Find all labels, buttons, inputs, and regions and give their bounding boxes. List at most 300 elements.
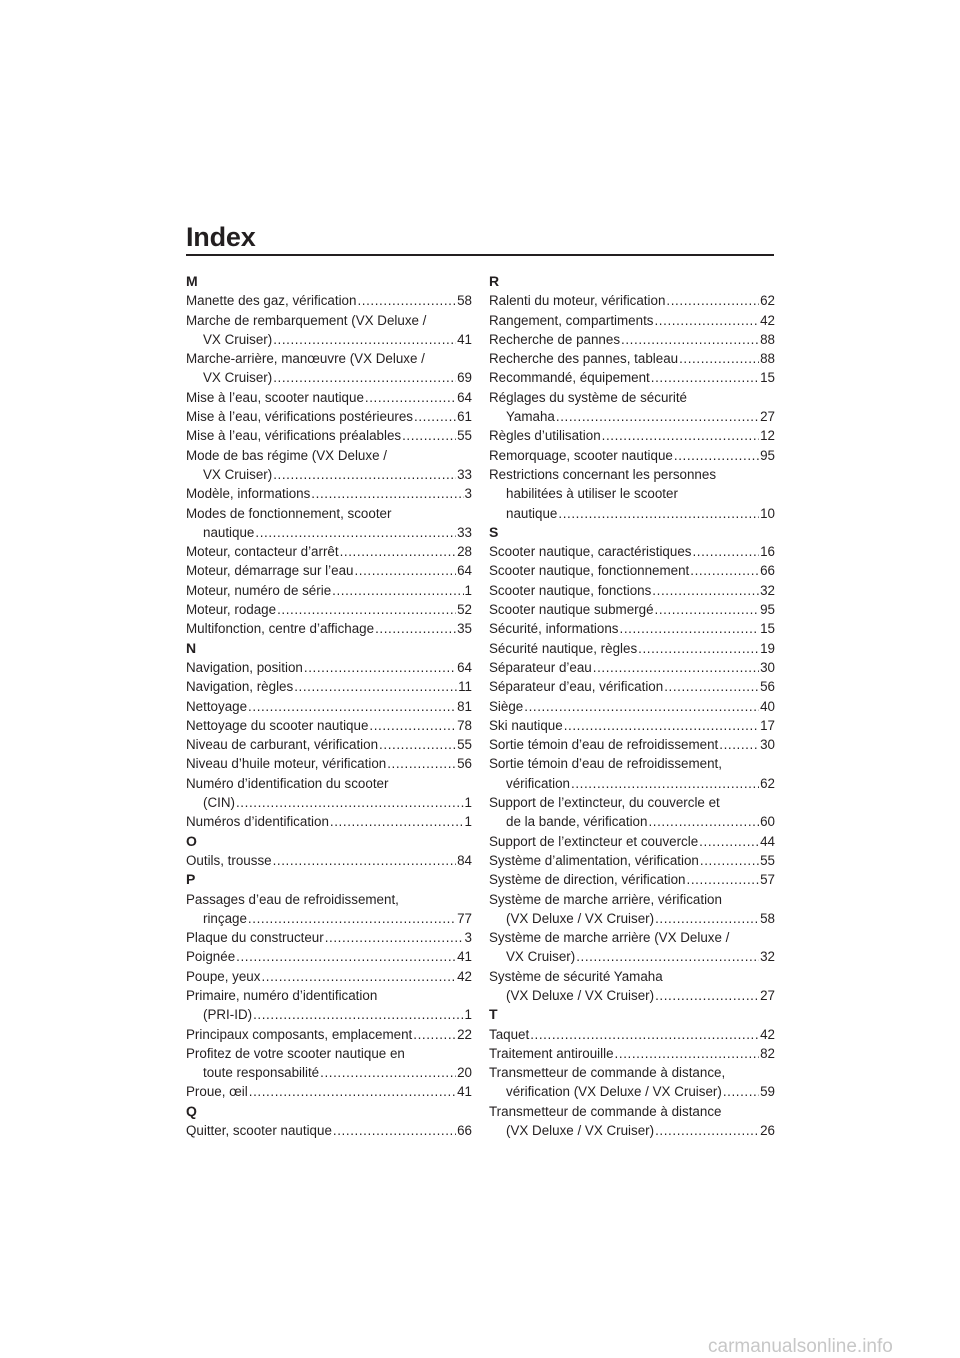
page-number[interactable]: 64 <box>457 659 472 675</box>
index-entry-continuation <box>489 947 775 966</box>
page-number[interactable]: 20 <box>457 1065 472 1081</box>
index-entry[interactable] <box>489 639 775 658</box>
dot-leader <box>320 1063 456 1082</box>
index-entry-line <box>186 754 472 773</box>
page-number[interactable]: 64 <box>457 389 472 405</box>
page-number[interactable]: 78 <box>457 717 472 733</box>
index-entry-line <box>186 735 472 754</box>
page-number[interactable]: 42 <box>760 1026 775 1042</box>
dot-leader <box>236 947 456 966</box>
page-number[interactable]: 22 <box>457 1026 472 1042</box>
index-entry-line <box>489 1102 775 1121</box>
page-number[interactable]: 44 <box>760 833 775 849</box>
index-entry[interactable] <box>186 311 472 350</box>
index-entry-continuation <box>186 465 472 484</box>
index-entry-continuation <box>186 368 472 387</box>
index-entry-continuation <box>489 1121 775 1140</box>
index-entry-line <box>186 581 472 600</box>
page-number[interactable]: 42 <box>457 968 472 984</box>
index-entry-line <box>489 619 775 638</box>
index-entry-text: Système de direction, vérification <box>489 872 686 888</box>
index-entry[interactable] <box>186 947 472 966</box>
index-entry[interactable] <box>489 735 775 754</box>
page-number[interactable]: 55 <box>457 737 472 753</box>
index-entry[interactable] <box>489 600 775 619</box>
index-entry[interactable] <box>186 1025 472 1044</box>
index-entry-line <box>489 561 775 580</box>
index-entry[interactable] <box>186 967 472 986</box>
index-entry-text: Réglages du système de sécurité <box>489 389 687 405</box>
dot-leader <box>593 658 759 677</box>
index-entry-line <box>186 388 472 407</box>
index-entry-line <box>186 446 472 465</box>
index-entry[interactable] <box>489 1025 775 1044</box>
dot-leader <box>719 735 759 754</box>
index-entry-text: Manette des gaz, vérification <box>186 293 357 309</box>
index-entry-line <box>489 1044 775 1063</box>
index-letter-heading: R <box>489 273 500 289</box>
index-entry-line <box>489 291 775 310</box>
index-entry[interactable] <box>186 561 472 580</box>
index-entry[interactable] <box>186 754 472 773</box>
index-entry[interactable] <box>489 291 775 310</box>
index-entry-line <box>489 697 775 716</box>
index-entry[interactable] <box>186 504 472 543</box>
index-entry[interactable] <box>186 1121 472 1140</box>
index-entry-line <box>489 368 775 387</box>
page-number[interactable]: 61 <box>457 409 472 425</box>
dot-leader <box>648 812 759 831</box>
index-entry-text: Remorquage, scooter nautique <box>489 447 673 463</box>
index-entry-text: vérification (VX Deluxe / VX Cruiser) <box>506 1084 722 1100</box>
index-entry-continuation <box>489 407 775 426</box>
dot-leader <box>655 1121 759 1140</box>
index-entry[interactable] <box>489 851 775 870</box>
page-number[interactable]: 41 <box>457 331 472 347</box>
page-number[interactable]: 66 <box>760 563 775 579</box>
page-number[interactable]: 17 <box>760 717 775 733</box>
index-entry-text: Niveau d’huile moteur, vérification <box>186 756 387 772</box>
index-entry-text: Plaque du constructeur <box>186 930 324 946</box>
index-letter-heading: P <box>186 871 196 888</box>
dot-leader <box>277 600 456 619</box>
index-entry[interactable] <box>186 542 472 561</box>
dot-leader <box>690 561 759 580</box>
page-number[interactable]: 52 <box>457 602 472 618</box>
dot-leader <box>248 909 456 928</box>
index-entry-text: de la bande, vérification <box>506 814 648 830</box>
index-entry[interactable] <box>489 658 775 677</box>
index-entry-text: Support de l’extincteur, du couvercle et <box>489 795 720 811</box>
index-entry-continuation <box>489 812 775 831</box>
dot-leader <box>564 716 759 735</box>
index-entry-text: Mode de bas régime (VX Deluxe / <box>186 447 387 463</box>
page-number[interactable]: 12 <box>760 428 775 444</box>
index-entry[interactable] <box>186 986 472 1025</box>
index-entry-line <box>186 928 472 947</box>
index-entry[interactable] <box>489 1063 775 1102</box>
index-entry-text: Règles d’utilisation <box>489 428 601 444</box>
dot-leader <box>332 581 463 600</box>
index-entry-line <box>489 581 775 600</box>
index-entry-text: Séparateur d’eau <box>489 659 592 675</box>
dot-leader <box>273 851 457 870</box>
page-number[interactable]: 64 <box>457 563 472 579</box>
index-entry-text: Navigation, position <box>186 659 303 675</box>
page-number[interactable]: 55 <box>457 428 472 444</box>
index-entry-text: Primaire, numéro d’identification <box>186 987 378 1003</box>
page-number[interactable]: 95 <box>760 447 775 463</box>
index-entry-line <box>489 311 775 330</box>
index-entry[interactable] <box>186 716 472 735</box>
index-entry[interactable] <box>186 446 472 485</box>
index-entry[interactable] <box>489 581 775 600</box>
index-entry-text: Scooter nautique, fonctionnement <box>489 563 690 579</box>
index-entry-line <box>489 1063 775 1082</box>
dot-leader <box>620 619 760 638</box>
index-entry-text: (PRI-ID) <box>203 1007 253 1023</box>
dot-leader <box>723 1082 759 1101</box>
index-letter-heading: O <box>186 832 197 849</box>
index-entry-text: Multifonction, centre d’affichage <box>186 621 375 637</box>
page-number[interactable]: 56 <box>457 756 472 772</box>
dot-leader <box>273 330 456 349</box>
index-entry-text: Moteur, numéro de série <box>186 582 332 598</box>
index-entry-line <box>489 716 775 735</box>
index-entry[interactable] <box>186 697 472 716</box>
index-entry-line <box>186 1082 472 1101</box>
index-entry[interactable] <box>489 716 775 735</box>
index-entry-line <box>489 426 775 445</box>
index-entry-text: (VX Deluxe / VX Cruiser) <box>506 1123 655 1139</box>
page-number[interactable]: 88 <box>760 331 775 347</box>
index-entry-line <box>489 639 775 658</box>
page-number[interactable]: 62 <box>760 775 775 791</box>
dot-leader <box>687 870 760 889</box>
index-letter-heading: Q <box>186 1102 197 1119</box>
page-number[interactable]: 11 <box>458 679 472 695</box>
index-entry-line <box>489 330 775 349</box>
page-number[interactable]: 27 <box>760 409 775 425</box>
index-entry[interactable] <box>489 793 775 832</box>
index-entry[interactable] <box>489 832 775 851</box>
index-entry-line <box>489 1025 775 1044</box>
index-entry-text: Yamaha <box>506 409 555 425</box>
dot-leader <box>330 812 464 831</box>
index-entry-text: Scooter nautique, caractéristiques <box>489 544 692 560</box>
index-entry[interactable] <box>489 368 775 387</box>
page-number[interactable]: 30 <box>760 659 775 675</box>
dot-leader <box>556 407 759 426</box>
dot-leader <box>621 330 759 349</box>
page-number[interactable]: 82 <box>760 1045 775 1061</box>
index-entry[interactable] <box>489 870 775 889</box>
index-entry-line <box>186 600 472 619</box>
index-entry[interactable] <box>186 619 472 638</box>
index-entry-text: Navigation, règles <box>186 679 294 695</box>
page-number[interactable]: 60 <box>760 814 775 830</box>
index-entry-text: toute responsabilité <box>203 1065 320 1081</box>
index-entry-text: Marche-arrière, manœuvre (VX Deluxe / <box>186 351 425 367</box>
index-entry-text: Système de sécurité Yamaha <box>489 968 663 984</box>
index-entry-line <box>489 600 775 619</box>
page-number[interactable]: 10 <box>760 505 775 521</box>
page-number[interactable]: 42 <box>760 312 775 328</box>
page-number[interactable]: 41 <box>457 1084 472 1100</box>
index-entry-line <box>489 832 775 851</box>
index-entry[interactable] <box>489 465 775 523</box>
page-number[interactable]: 59 <box>760 1084 775 1100</box>
index-entry-text: Traitement antirouille <box>489 1045 614 1061</box>
dot-leader <box>304 658 456 677</box>
page-number[interactable]: 3 <box>464 486 472 502</box>
index-entry-line <box>186 677 472 696</box>
index-entry[interactable] <box>489 349 775 368</box>
index-entry-line <box>186 1025 472 1044</box>
index-entry-line <box>186 311 472 330</box>
dot-leader <box>375 619 456 638</box>
watermark: carmanualsonline.info <box>708 1336 893 1357</box>
index-entry-text: (VX Deluxe / VX Cruiser) <box>506 987 655 1003</box>
dot-leader <box>576 947 759 966</box>
page-number[interactable]: 77 <box>457 910 472 926</box>
index-entry[interactable] <box>489 677 775 696</box>
index-entry[interactable] <box>489 311 775 330</box>
index-entry[interactable] <box>186 928 472 947</box>
dot-leader <box>249 1082 456 1101</box>
index-entry-text: Profitez de votre scooter nautique en <box>186 1045 405 1061</box>
page-number[interactable]: 40 <box>760 698 775 714</box>
index-entry-text: nautique <box>506 505 558 521</box>
page-number[interactable]: 3 <box>464 930 472 946</box>
index-entry[interactable] <box>489 330 775 349</box>
index-entry[interactable] <box>186 735 472 754</box>
index-entry[interactable] <box>489 1044 775 1063</box>
index-entry-text: VX Cruiser) <box>203 370 273 386</box>
index-entry-line <box>489 754 775 773</box>
index-entry-continuation <box>186 1005 472 1024</box>
index-entry-text: Poignée <box>186 949 236 965</box>
page-number[interactable]: 30 <box>760 737 775 753</box>
dot-leader <box>679 349 759 368</box>
index-entry-text: Moteur, rodage <box>186 602 277 618</box>
index-entry[interactable] <box>186 426 472 445</box>
dot-leader <box>340 542 457 561</box>
page-number[interactable]: 15 <box>760 621 775 637</box>
index-entry-continuation <box>489 909 775 928</box>
page-number[interactable]: 57 <box>760 872 775 888</box>
index-entry[interactable] <box>186 774 472 813</box>
dot-leader <box>615 1044 760 1063</box>
index-entry-continuation <box>186 523 472 542</box>
dot-leader <box>325 928 464 947</box>
index-entry[interactable] <box>186 1044 472 1083</box>
index-entry-text: Taquet <box>489 1026 530 1042</box>
index-entry[interactable] <box>489 754 775 793</box>
index-entry[interactable] <box>489 426 775 445</box>
page-number[interactable]: 58 <box>760 910 775 926</box>
index-column-right <box>489 272 775 1140</box>
page-number[interactable]: 33 <box>457 466 472 482</box>
index-entry-text: Niveau de carburant, vérification <box>186 737 379 753</box>
index-entry-text: Sécurité, informations <box>489 621 619 637</box>
dot-leader <box>236 793 464 812</box>
page-number[interactable]: 1 <box>464 795 472 811</box>
index-entry[interactable] <box>186 581 472 600</box>
page-number[interactable]: 81 <box>457 698 472 714</box>
index-entry-line <box>186 407 472 426</box>
index-entry-text: Transmetteur de commande à distance, <box>489 1065 726 1081</box>
dot-leader <box>365 388 456 407</box>
index-entry[interactable] <box>489 890 775 929</box>
index-entry[interactable] <box>186 388 472 407</box>
page-number[interactable]: 1 <box>464 1007 472 1023</box>
index-entry-text: rinçage <box>203 910 247 926</box>
index-entry[interactable] <box>489 446 775 465</box>
index-entry[interactable] <box>186 851 472 870</box>
index-entry-text: habilitées à utiliser le scooter <box>506 486 678 502</box>
index-entry[interactable] <box>489 928 775 967</box>
index-entry-text: VX Cruiser) <box>506 949 576 965</box>
index-entry[interactable] <box>186 890 472 929</box>
index-entry-text: Système d’alimentation, vérification <box>489 852 699 868</box>
page-number[interactable]: 84 <box>457 852 472 868</box>
index-entry-text: Ski nautique <box>489 717 563 733</box>
index-entry-text: Outils, trousse <box>186 852 272 868</box>
index-entry-text: VX Cruiser) <box>203 466 273 482</box>
dot-leader <box>664 677 759 696</box>
index-entry[interactable] <box>186 1082 472 1101</box>
index-entry-text: Proue, œil <box>186 1084 248 1100</box>
index-entry-line <box>186 986 472 1005</box>
dot-leader <box>700 851 759 870</box>
dot-leader <box>354 561 456 580</box>
page-number[interactable]: 95 <box>760 602 775 618</box>
index-entry-line <box>489 349 775 368</box>
index-entry-text: Sécurité nautique, règles <box>489 640 638 656</box>
index-entry[interactable] <box>489 619 775 638</box>
dot-leader <box>558 504 759 523</box>
index-entry[interactable] <box>489 561 775 580</box>
page-number[interactable]: 58 <box>457 293 472 309</box>
page-number[interactable]: 19 <box>760 640 775 656</box>
index-entry-line <box>489 735 775 754</box>
index-entry-text: Mise à l’eau, vérifications préalables <box>186 428 402 444</box>
page-number[interactable]: 62 <box>760 293 775 309</box>
index-entry-text: Modes de fonctionnement, scooter <box>186 505 392 521</box>
index-entry-line <box>186 542 472 561</box>
page-number[interactable]: 33 <box>457 524 472 540</box>
page-number[interactable]: 66 <box>457 1123 472 1139</box>
dot-leader <box>248 697 456 716</box>
index-entry-line <box>489 542 775 561</box>
page-number[interactable]: 88 <box>760 351 775 367</box>
dot-leader <box>654 311 759 330</box>
page-number[interactable]: 55 <box>760 852 775 868</box>
page-number[interactable]: 69 <box>457 370 472 386</box>
page-number[interactable]: 27 <box>760 987 775 1003</box>
index-entry[interactable] <box>186 677 472 696</box>
index-entry-continuation <box>489 1082 775 1101</box>
index-entry[interactable] <box>186 484 472 503</box>
index-entry-text: nautique <box>203 524 255 540</box>
dot-leader <box>655 986 759 1005</box>
index-entry-line <box>186 716 472 735</box>
index-entry[interactable] <box>489 697 775 716</box>
index-entry[interactable] <box>489 388 775 427</box>
index-entry[interactable] <box>186 658 472 677</box>
index-entry-text: Quitter, scooter nautique <box>186 1123 332 1139</box>
index-entry-continuation <box>186 909 472 928</box>
index-entry-line <box>186 426 472 445</box>
dot-leader <box>602 426 759 445</box>
index-entry-line <box>489 658 775 677</box>
index-entry-text: Recherche de pannes <box>489 331 621 347</box>
page-number[interactable]: 26 <box>760 1123 775 1139</box>
index-entry-line <box>489 446 775 465</box>
index-entry[interactable] <box>186 600 472 619</box>
index-entry-text: Moteur, contacteur d’arrêt <box>186 544 339 560</box>
index-entry-text: Sortie témoin d’eau de refroidissement <box>489 737 719 753</box>
index-entry-line <box>186 561 472 580</box>
index-letter-heading: T <box>489 1006 498 1023</box>
index-entry[interactable] <box>186 349 472 388</box>
page-number[interactable]: 28 <box>457 544 472 560</box>
index-entry-text: Système de marche arrière (VX Deluxe / <box>489 930 730 946</box>
page-number[interactable]: 16 <box>760 544 775 560</box>
dot-leader <box>524 697 759 716</box>
index-entry-text: Restrictions concernant les personnes <box>489 466 717 482</box>
index-entry[interactable] <box>489 967 775 1006</box>
page-number[interactable]: 1 <box>464 582 472 598</box>
dot-leader <box>651 368 759 387</box>
index-entry-text: Nettoyage du scooter nautique <box>186 717 369 733</box>
dot-leader <box>674 446 759 465</box>
dot-leader <box>261 967 456 986</box>
index-column-left <box>186 272 472 1140</box>
index-entry[interactable] <box>186 407 472 426</box>
dot-leader <box>638 639 759 658</box>
page-number[interactable]: 1 <box>464 814 472 830</box>
index-entry-text: Principaux composants, emplacement <box>186 1026 413 1042</box>
index-entry-line <box>489 793 775 812</box>
page-number[interactable]: 32 <box>760 582 775 598</box>
index-entry-line <box>186 619 472 638</box>
page-number[interactable]: 56 <box>760 679 775 695</box>
dot-leader <box>255 523 456 542</box>
index-entry-line <box>489 890 775 909</box>
index-entry[interactable] <box>186 291 472 310</box>
dot-leader <box>692 542 759 561</box>
dot-leader <box>311 484 463 503</box>
page-number[interactable]: 35 <box>457 621 472 637</box>
page-number[interactable]: 41 <box>457 949 472 965</box>
index-entry[interactable] <box>186 812 472 831</box>
index-entry-line <box>489 677 775 696</box>
index-entry-text: Scooter nautique submergé <box>489 602 654 618</box>
page-number[interactable]: 32 <box>760 949 775 965</box>
page-number[interactable]: 15 <box>760 370 775 386</box>
index-entry-line <box>489 928 775 947</box>
index-entry-line <box>186 697 472 716</box>
dot-leader <box>369 716 456 735</box>
index-entry-text: Support de l’extincteur et couvercle <box>489 833 699 849</box>
dot-leader <box>273 368 456 387</box>
dot-leader <box>273 465 456 484</box>
index-entry[interactable] <box>489 542 775 561</box>
index-entry-text: Recherche des pannes, tableau <box>489 351 679 367</box>
index-entry[interactable] <box>489 1102 775 1141</box>
